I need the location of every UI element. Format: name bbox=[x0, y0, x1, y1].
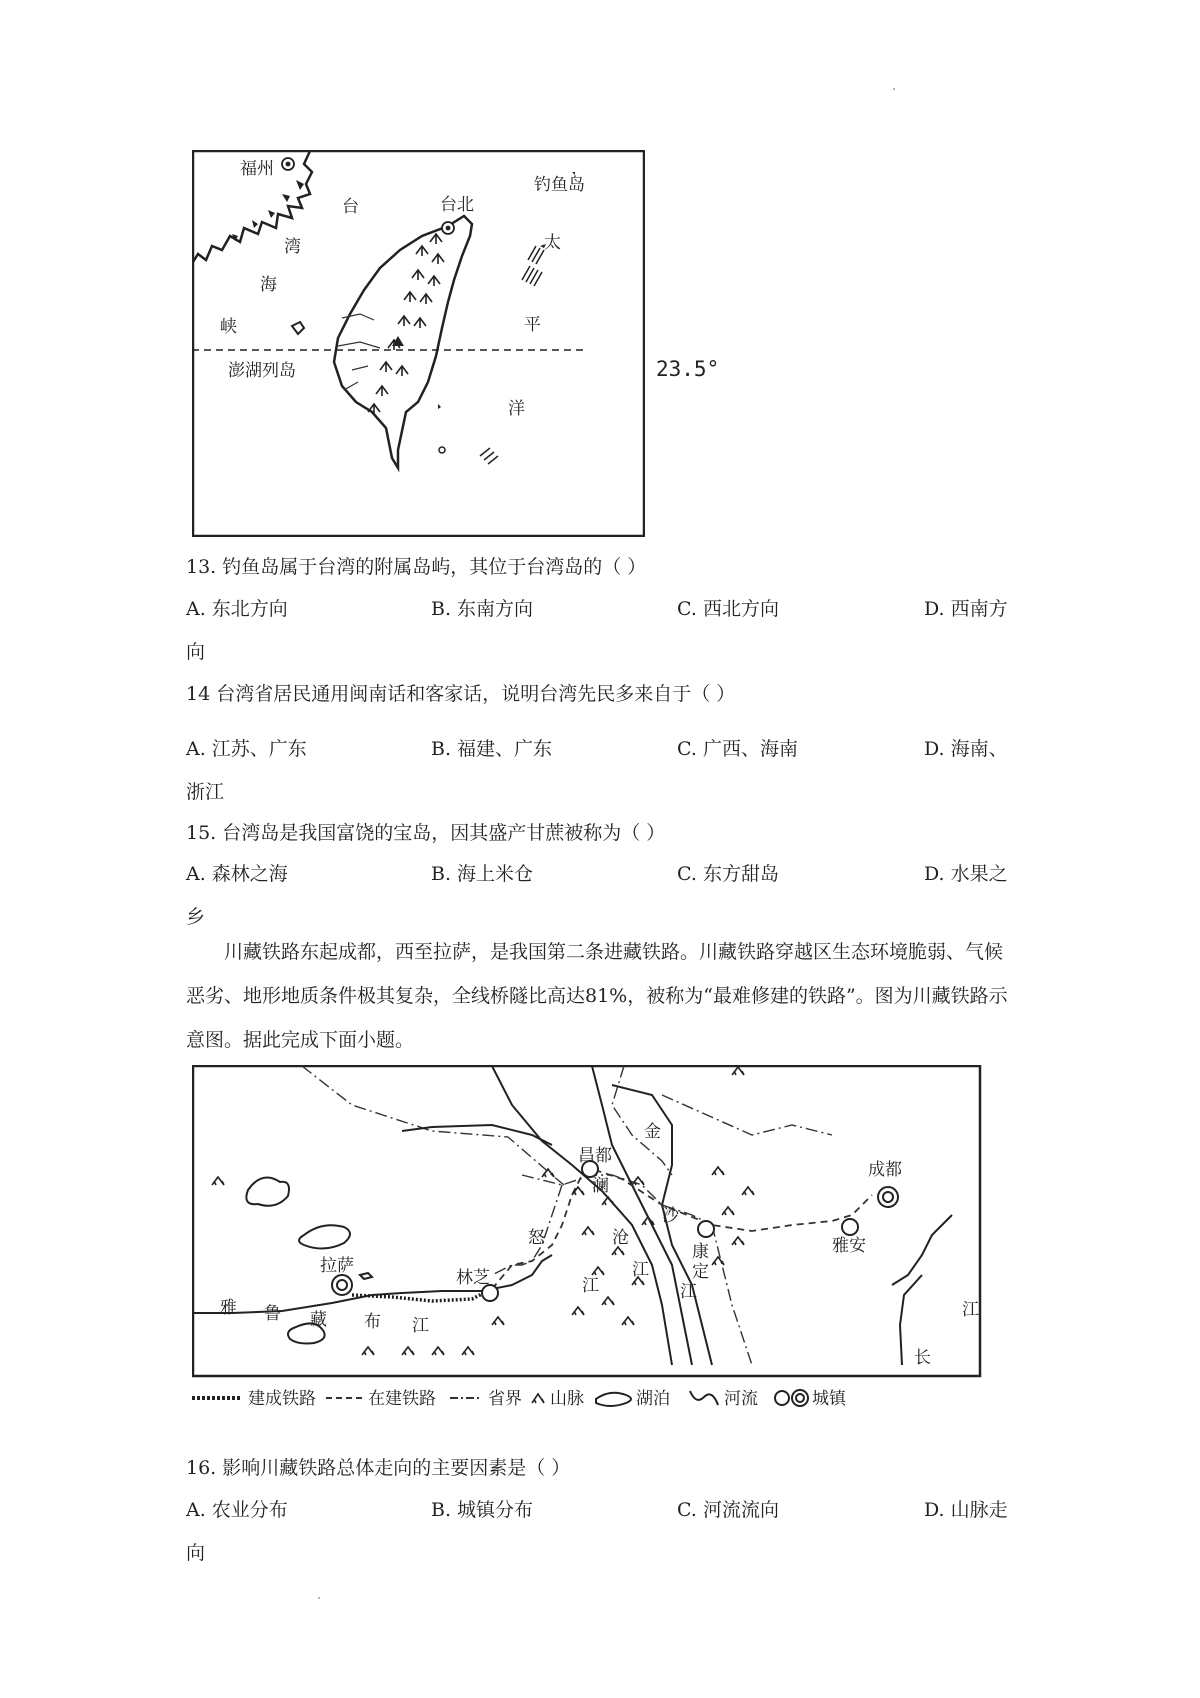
label-kangding-1: 康 bbox=[692, 1242, 709, 1262]
legend-town-icon bbox=[775, 1391, 789, 1405]
legend-town: 城镇 bbox=[812, 1389, 846, 1409]
label-yarlung-2: 鲁 bbox=[264, 1304, 281, 1324]
legend-lake: 湖泊 bbox=[636, 1389, 670, 1409]
legend-building: 在建铁路 bbox=[368, 1389, 436, 1409]
label-taibei: 台北 bbox=[440, 195, 474, 215]
taiwan-map bbox=[192, 150, 645, 537]
legend-lake-icon bbox=[596, 1393, 631, 1406]
q13-option-c: C. 西北方向 bbox=[677, 598, 779, 620]
label-chang-1: 江 bbox=[962, 1300, 979, 1320]
q14-stem: 14 台湾省居民通用闽南话和客家话，说明台湾先民多来自于（ ） bbox=[186, 683, 736, 705]
q13-option-a: A. 东北方向 bbox=[186, 598, 288, 620]
label-lancang-1: 澜 bbox=[592, 1176, 609, 1196]
label-nu-2: 江 bbox=[582, 1276, 599, 1296]
label-pacific-2: 平 bbox=[524, 315, 541, 335]
label-jinsha-3: 江 bbox=[680, 1282, 697, 1302]
legend-mountain-icon bbox=[532, 1394, 544, 1403]
q13-option-b: B. 东南方向 bbox=[431, 598, 534, 620]
q14-option-c: C. 广西、海南 bbox=[677, 738, 798, 760]
q16-option-b: B. 城镇分布 bbox=[431, 1499, 534, 1521]
passage-text: 川藏铁路东起成都，西至拉萨，是我国第二条进藏铁路。川藏铁路穿越区生态环境脆弱、气候恶劣、地形地质条件极其复杂，全线桥隧比高达81%，被称为“最难修建的铁路”。图为川藏铁路示意图。据此完成下面小题。 bbox=[186, 941, 1008, 1051]
scan-speck bbox=[893, 88, 895, 90]
label-lancang-2: 沧 bbox=[612, 1228, 629, 1248]
legend-boundary: 省界 bbox=[488, 1389, 522, 1409]
q13-option-d-wrap: 向 bbox=[186, 641, 206, 663]
legend-river: 河流 bbox=[724, 1389, 758, 1409]
q16-option-c: C. 河流流向 bbox=[677, 1499, 779, 1521]
label-chang-2: 长 bbox=[914, 1348, 931, 1368]
label-yarlung-3: 藏 bbox=[310, 1310, 327, 1330]
scan-speck bbox=[318, 1597, 320, 1599]
q16-option-d-wrap: 向 bbox=[186, 1542, 206, 1564]
label-chengdu: 成都 bbox=[868, 1160, 902, 1180]
label-strait-2: 湾 bbox=[284, 237, 301, 257]
label-jinsha-1: 金 bbox=[644, 1122, 661, 1142]
label-strait-3: 海 bbox=[260, 275, 277, 295]
map-legend bbox=[192, 1389, 847, 1409]
label-strait-1: 台 bbox=[342, 197, 359, 217]
q14-option-b: B. 福建、广东 bbox=[431, 738, 553, 760]
label-fuzhou: 福州 bbox=[240, 159, 274, 179]
label-diaoyu: 钓鱼岛 bbox=[534, 175, 585, 195]
latitude-label: 23.5° bbox=[656, 357, 720, 381]
q16-option-a: A. 农业分布 bbox=[186, 1499, 288, 1521]
label-lancang-3: 江 bbox=[632, 1260, 649, 1280]
label-yaan: 雅安 bbox=[832, 1236, 866, 1256]
q16-option-d: D. 山脉走 bbox=[924, 1499, 1008, 1521]
label-lasa: 拉萨 bbox=[320, 1256, 354, 1276]
label-pacific-3: 洋 bbox=[508, 399, 525, 419]
label-kangding-2: 定 bbox=[692, 1262, 709, 1282]
q14-option-d: D. 海南、 bbox=[924, 738, 1008, 760]
q15-option-b: B. 海上米仓 bbox=[431, 863, 534, 885]
label-nu-1: 怒 bbox=[528, 1228, 545, 1248]
q15-option-d-wrap: 乡 bbox=[186, 906, 206, 928]
label-penghu: 澎湖列岛 bbox=[228, 361, 296, 381]
label-yarlung-1: 雅 bbox=[220, 1298, 237, 1318]
q14-option-d-wrap: 浙江 bbox=[186, 781, 225, 803]
q15-option-d: D. 水果之 bbox=[924, 863, 1008, 885]
label-strait-4: 峡 bbox=[220, 317, 237, 337]
q13-option-d: D. 西南方 bbox=[924, 598, 1008, 620]
q16-stem: 16. 影响川藏铁路总体走向的主要因素是（ ） bbox=[186, 1457, 571, 1479]
legend-built: 建成铁路 bbox=[248, 1389, 316, 1409]
label-linzhi: 林芝 bbox=[456, 1268, 490, 1288]
q15-stem: 15. 台湾岛是我国富饶的宝岛，因其盛产甘蔗被称为（ ） bbox=[186, 822, 666, 844]
q13-stem: 13. 钓鱼岛属于台湾的附属岛屿，其位于台湾岛的（ ） bbox=[186, 556, 647, 578]
label-yarlung-5: 江 bbox=[412, 1316, 429, 1336]
legend-mountain: 山脉 bbox=[550, 1389, 584, 1409]
label-pacific-1: 太 bbox=[544, 233, 561, 253]
legend-river-icon bbox=[690, 1391, 718, 1405]
label-jinsha-2: 沙 bbox=[662, 1206, 679, 1226]
label-yarlung-4: 布 bbox=[364, 1312, 381, 1332]
q15-option-c: C. 东方甜岛 bbox=[677, 863, 779, 885]
sichuan-tibet-railway-map bbox=[192, 1065, 995, 1465]
q14-option-a: A. 江苏、广东 bbox=[186, 738, 307, 760]
q15-option-a: A. 森林之海 bbox=[186, 863, 288, 885]
label-changdu: 昌都 bbox=[578, 1146, 612, 1166]
